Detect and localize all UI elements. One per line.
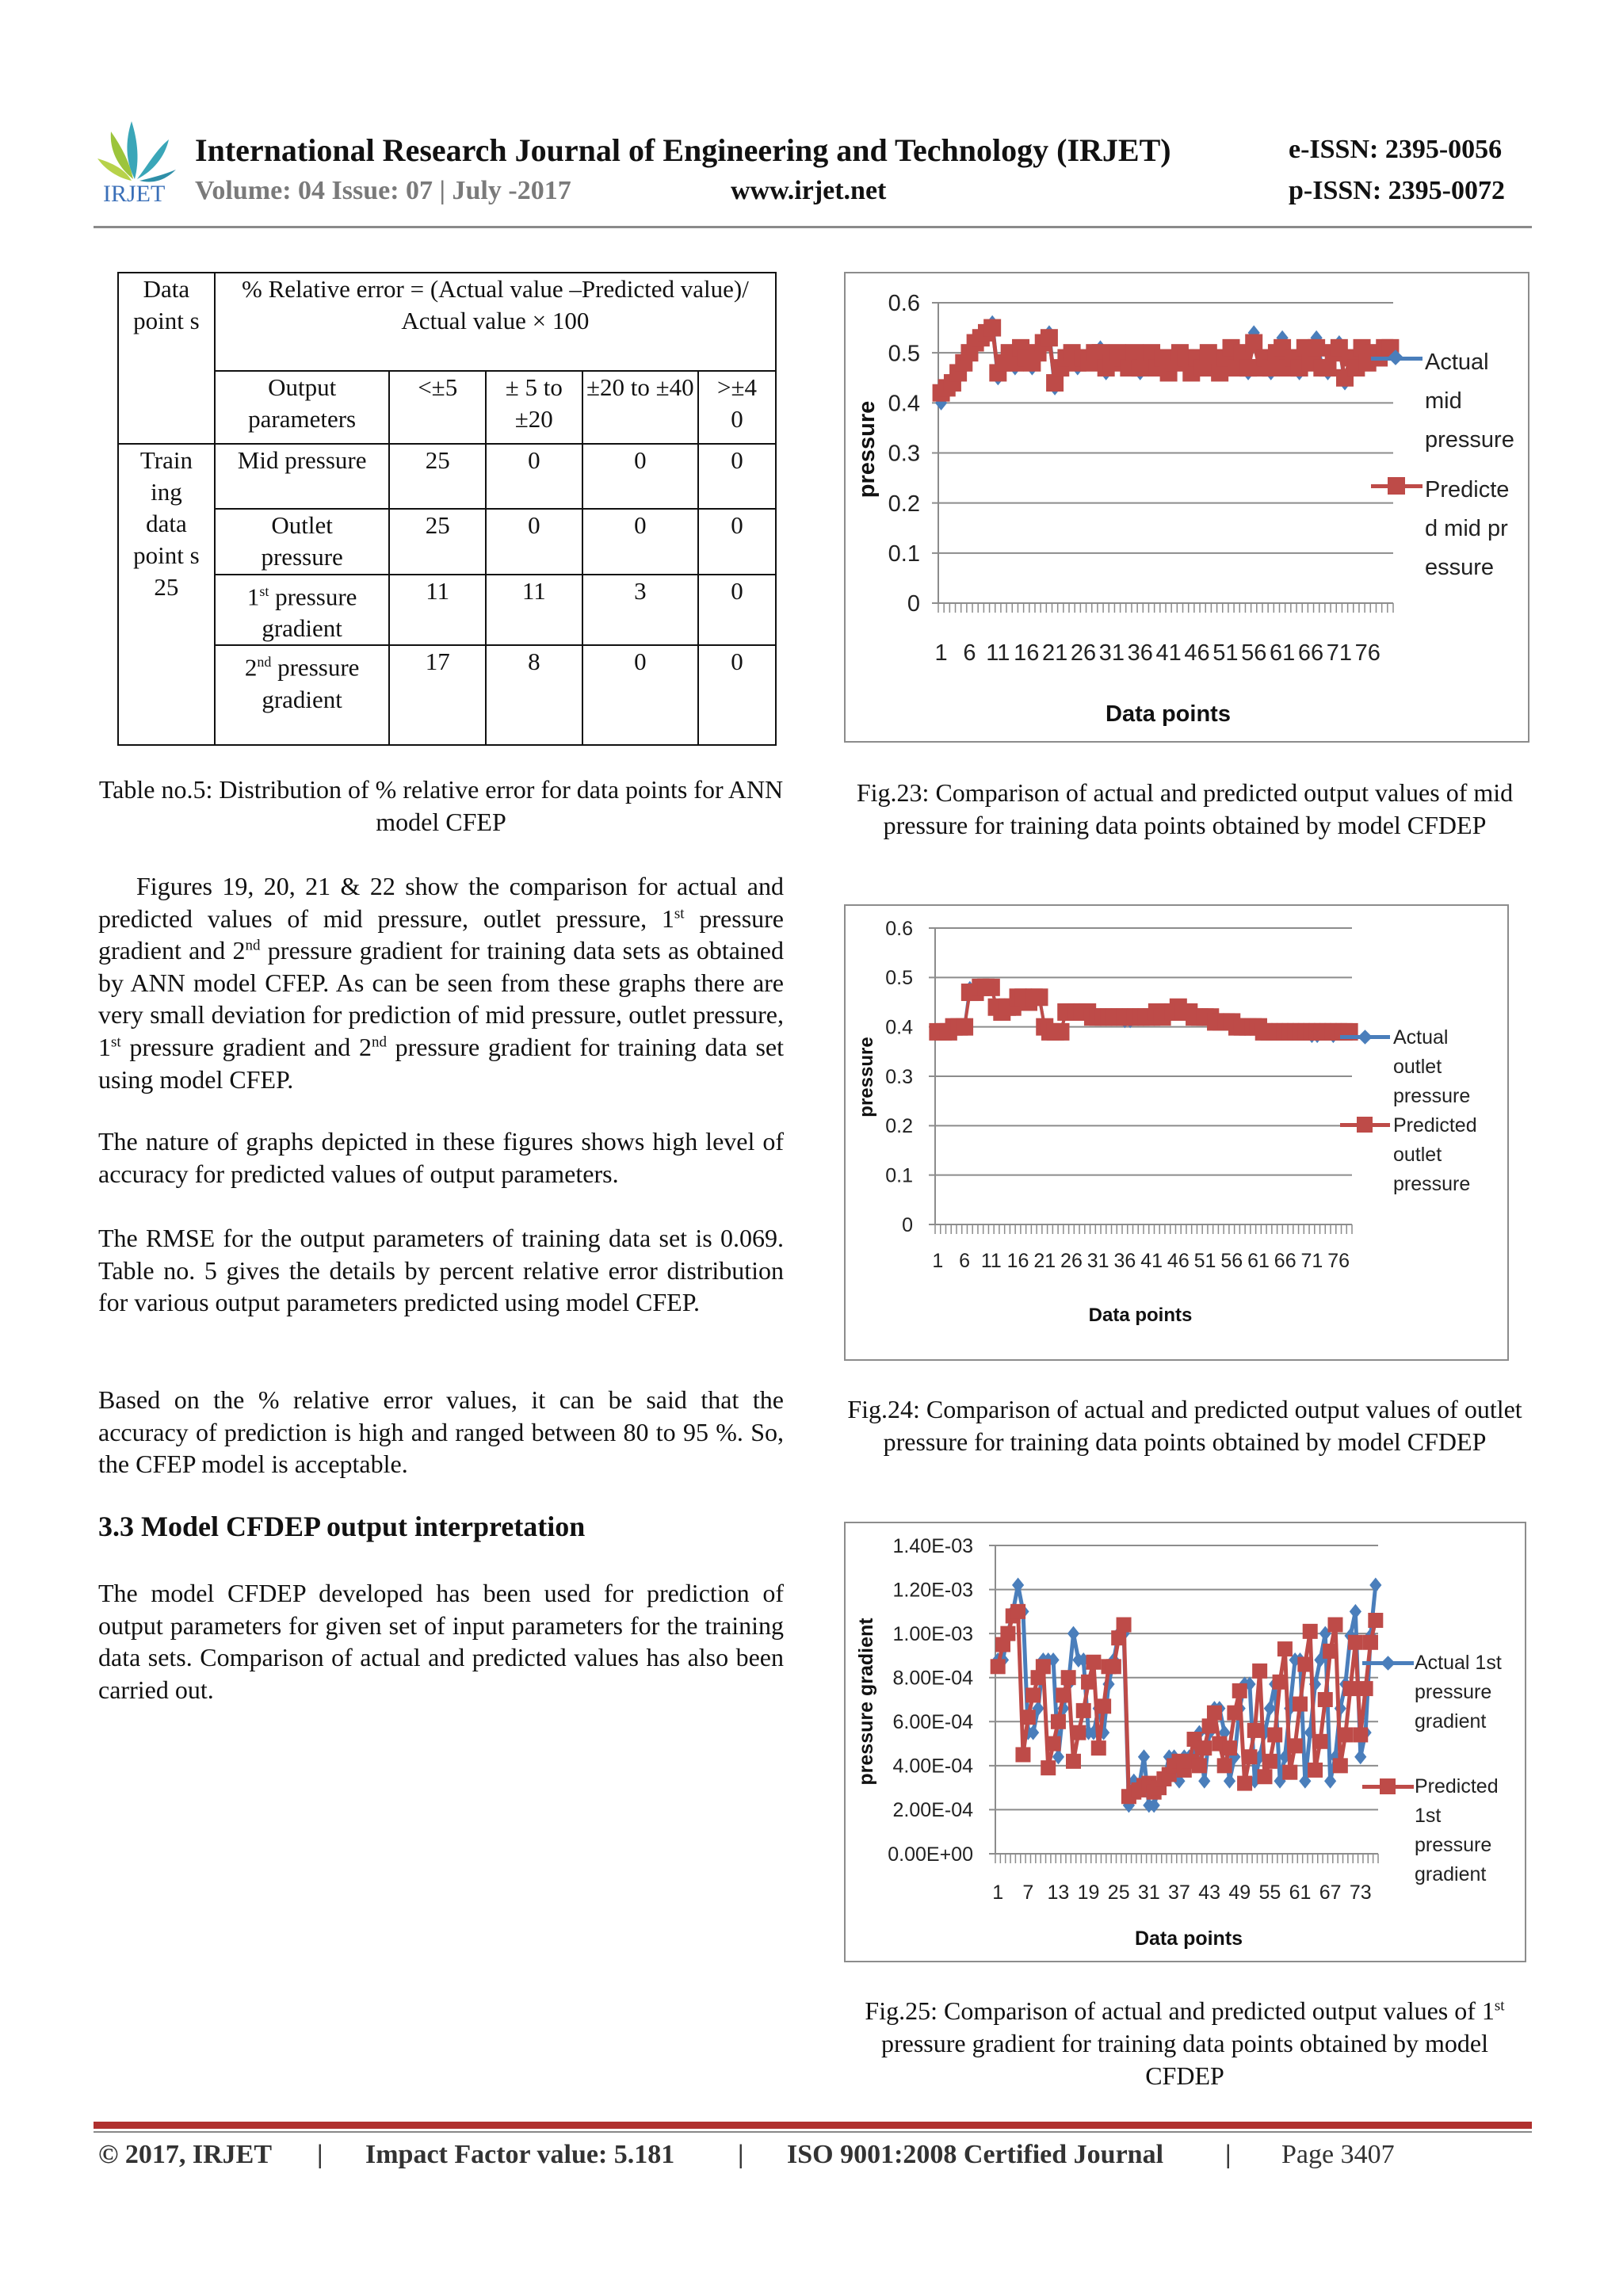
data-point-predicted <box>1056 1687 1071 1702</box>
x-tick-label: 73 <box>1349 1881 1372 1904</box>
data-point-actual <box>1324 1774 1336 1789</box>
table-row <box>118 509 776 575</box>
y-tick-label: 8.00E-04 <box>892 1667 973 1690</box>
data-point-actual <box>1224 1774 1235 1789</box>
chart-pressure-gradient <box>844 1522 1526 1962</box>
data-point-predicted <box>1237 1776 1252 1791</box>
x-tick-label: 6 <box>963 640 976 666</box>
data-point-predicted <box>1066 1754 1081 1769</box>
x-tick-label: 67 <box>1319 1881 1342 1904</box>
x-tick-label: 41 <box>1155 640 1182 666</box>
x-tick-label: 1 <box>934 640 948 666</box>
x-tick-label: 43 <box>1198 1881 1221 1904</box>
square-marker-icon <box>1388 477 1405 495</box>
y-axis-title: pressure <box>856 1037 877 1117</box>
value-cell: 0 <box>582 444 698 509</box>
data-point-predicted <box>1021 1710 1036 1725</box>
y-tick-label: 0.4 <box>888 391 920 417</box>
legend-predicted: Predicted 1st pressure gradient <box>1415 1775 1499 1885</box>
y-tick-label: 1.20E-03 <box>892 1579 973 1602</box>
value-cell: 0 <box>698 509 776 575</box>
legend-actual: Actual outlet pressure <box>1393 1026 1471 1107</box>
x-tick-label: 13 <box>1047 1881 1070 1904</box>
data-point-predicted <box>1319 359 1336 376</box>
value-cell: 0 <box>486 509 582 575</box>
text: Fig.25: Comparison of actual and predicted output values of 1 <box>865 1996 1495 2025</box>
param-label: Outlet pressure <box>261 511 343 571</box>
value-cell: 0 <box>698 645 776 745</box>
sup: nd <box>245 937 261 954</box>
data-point-predicted <box>1277 1641 1293 1656</box>
value-cell: 25 <box>389 509 486 575</box>
x-tick-label: 66 <box>1297 640 1324 666</box>
value-cell: 0 <box>486 444 582 509</box>
x-tick-label: 16 <box>1014 640 1040 666</box>
legend-actual: Actual mid pressure <box>1425 350 1514 453</box>
y-tick-label: 2.00E-04 <box>892 1799 973 1822</box>
fig25-caption <box>840 1995 1529 2092</box>
square-marker-icon <box>1357 1117 1373 1133</box>
x-tick-label: 1 <box>992 1881 1004 1904</box>
header-divider <box>94 226 1532 228</box>
data-point-predicted <box>1106 1659 1121 1674</box>
sup: st <box>111 1033 121 1051</box>
data-point-predicted <box>1348 1635 1363 1650</box>
x-tick-label: 61 <box>1247 1250 1270 1272</box>
data-point-actual <box>1354 1749 1366 1764</box>
data-point-predicted <box>956 1018 973 1036</box>
paragraph-accuracy: Based on the % relative error values, it can be said that the accuracy of prediction is high and ranged between 80 to 95 %. So, the CFEP model is acceptable. <box>98 1385 784 1479</box>
x-tick-label: 61 <box>1269 640 1296 666</box>
data-point-predicted <box>1363 1635 1378 1650</box>
data-point-predicted <box>1091 1740 1106 1755</box>
data-point-actual <box>1012 1578 1024 1593</box>
x-tick-label: 55 <box>1258 1881 1281 1904</box>
section-heading: 3.3 Model CFDEP output interpretation <box>98 1511 586 1542</box>
param-label: Mid pressure <box>237 446 367 474</box>
data-point-predicted <box>1051 1714 1066 1729</box>
data-point-predicted <box>1288 1738 1303 1753</box>
data-point-predicted <box>1273 1675 1288 1690</box>
data-point-predicted <box>991 1659 1006 1674</box>
volume-issue: Volume: 04 Issue: 07 | July -2017 <box>195 176 571 205</box>
row-group-training: Train ing data point s 25 <box>118 444 215 745</box>
data-point-predicted <box>1258 1769 1273 1784</box>
paragraph-rmse: The RMSE for the output parameters of training data set is 0.069. Table no. 5 gives the details by percent relative error distribution for various output parameters predicted using model CFEP. <box>98 1224 784 1317</box>
footer-divider <box>94 2122 1532 2129</box>
table-row <box>118 444 776 509</box>
data-point-predicted <box>1111 1630 1126 1645</box>
y-tick-label: 0.1 <box>888 541 920 567</box>
x-tick-label: 71 <box>1326 640 1352 666</box>
x-tick-label: 11 <box>986 640 1010 666</box>
data-point-predicted <box>1052 1023 1069 1041</box>
data-point-predicted <box>1227 1706 1242 1721</box>
paragraph-nature: The nature of graphs depicted in these figures shows high level of accuracy for predicted values of output parameters. <box>98 1127 784 1188</box>
data-point-predicted <box>1036 1659 1051 1674</box>
footer-page-number: Page 3407 <box>1281 2140 1395 2169</box>
data-point-predicted <box>1202 1718 1217 1733</box>
subheader-5-20: ± 5 to ±20 <box>486 371 582 444</box>
value-cell: 8 <box>486 645 582 745</box>
journal-title: International Research Journal of Engineering and Technology (IRJET) <box>195 132 1171 168</box>
data-point-predicted <box>1338 1727 1353 1742</box>
table-row <box>118 575 776 645</box>
footer-copyright: © 2017, IRJET <box>98 2140 273 2169</box>
data-point-predicted <box>1015 1747 1030 1762</box>
x-tick-label: 76 <box>1354 640 1381 666</box>
data-point-predicted <box>1312 1734 1327 1749</box>
param-cell <box>215 509 390 575</box>
data-point-predicted <box>1333 1758 1348 1773</box>
data-point-predicted <box>983 979 1000 996</box>
data-point-predicted <box>1207 1706 1222 1721</box>
data-point-predicted <box>1247 1723 1262 1738</box>
param-label: 1 <box>246 583 260 611</box>
table-caption: Table no.5: Distribution of % relative error for data points for ANN model CFEP <box>98 775 784 836</box>
data-point-predicted <box>1293 1697 1308 1712</box>
y-tick-label: 0.4 <box>885 1016 913 1039</box>
x-tick-label: 7 <box>1022 1881 1034 1904</box>
square-marker-icon <box>1380 1778 1396 1794</box>
x-tick-label: 71 <box>1300 1250 1323 1272</box>
sup: nd <box>371 1033 387 1051</box>
website-link[interactable]: www.irjet.net <box>731 176 887 205</box>
footer-separator: | <box>317 2140 323 2169</box>
param-label-rest: pressure gradient <box>262 653 360 713</box>
data-point-predicted <box>1267 1727 1282 1742</box>
x-tick-label: 21 <box>1041 640 1068 666</box>
data-point-predicted <box>1252 1664 1267 1679</box>
data-point-predicted <box>1368 1613 1383 1628</box>
y-tick-label: 0 <box>907 591 920 617</box>
fig23-caption: Fig.23: Comparison of actual and predicted output values of mid pressure for training data points obtained by model CFDEP <box>856 778 1514 839</box>
x-tick-label: 31 <box>1086 1250 1109 1272</box>
value-cell: 0 <box>582 509 698 575</box>
data-point-predicted <box>1308 1763 1323 1778</box>
data-point-predicted <box>1096 1698 1111 1713</box>
x-axis-title: Data points <box>1106 701 1231 727</box>
y-axis-title: pressure gradient <box>855 1618 877 1786</box>
legend-predicted: Predicted outlet pressure <box>1393 1114 1477 1195</box>
y-tick-label: 0.2 <box>888 491 920 517</box>
data-point-predicted <box>1245 334 1262 352</box>
data-point-predicted <box>1297 1657 1312 1672</box>
x-tick-label: 41 <box>1140 1250 1163 1272</box>
x-tick-label: 49 <box>1228 1881 1251 1904</box>
param-sup: st <box>259 583 269 599</box>
legend-actual: Actual 1st pressure gradient <box>1415 1652 1502 1733</box>
text: pressure gradient and 2 <box>120 1032 372 1061</box>
text: pressure gradient for training data sets as obtained by ANN model CFEP. As can be seen from these graphs there are very small deviation for prediction of mid pressure, outlet pressure, 1 <box>98 936 784 1061</box>
data-point-predicted <box>1061 1670 1076 1685</box>
data-point-predicted <box>1041 1760 1056 1775</box>
data-point-actual <box>1350 1604 1361 1619</box>
x-tick-label: 36 <box>1127 640 1153 666</box>
y-tick-label: 1.40E-03 <box>892 1534 973 1557</box>
data-point-predicted <box>1222 1740 1237 1755</box>
x-tick-label: 56 <box>1241 640 1267 666</box>
x-tick-label: 51 <box>1193 1250 1216 1272</box>
x-tick-label: 21 <box>1033 1250 1056 1272</box>
data-point-predicted <box>983 319 1001 337</box>
irjet-logo <box>94 117 181 214</box>
x-tick-label: 31 <box>1137 1881 1160 1904</box>
subheader-gt40: >±4 0 <box>698 371 776 444</box>
x-tick-label: 1 <box>932 1250 944 1272</box>
y-tick-label: 0.3 <box>885 1065 913 1088</box>
x-tick-label: 6 <box>959 1250 971 1272</box>
x-tick-label: 19 <box>1077 1881 1100 1904</box>
x-tick-label: 46 <box>1167 1250 1190 1272</box>
data-point-predicted <box>1318 1692 1333 1707</box>
chart-outlet-pressure <box>844 904 1509 1361</box>
chart-svg <box>846 1523 1525 1961</box>
data-point-predicted <box>1197 1740 1212 1755</box>
data-point-predicted <box>1323 1644 1338 1659</box>
x-tick-label: 25 <box>1107 1881 1130 1904</box>
data-point-predicted <box>1010 1604 1025 1619</box>
fig24-caption: Fig.24: Comparison of actual and predicted output values of outlet pressure for training data points obtained by model CFDEP <box>847 1395 1522 1456</box>
footer-iso: ISO 9001:2008 Certified Journal <box>787 2140 1164 2169</box>
subheader-output-parameters: Output parameters <box>215 371 390 444</box>
paragraph-figures <box>98 870 784 1095</box>
y-tick-label: 0.5 <box>888 341 920 367</box>
data-point-predicted <box>1242 1749 1257 1764</box>
param-cell <box>215 444 390 509</box>
value-cell: 0 <box>698 575 776 645</box>
data-point-predicted <box>1282 1765 1297 1780</box>
data-point-predicted <box>1192 1758 1207 1773</box>
x-tick-label: 46 <box>1184 640 1210 666</box>
eissn: e-ISSN: 2395-0056 <box>1289 135 1503 164</box>
y-tick-label: 0.6 <box>888 291 920 317</box>
y-tick-label: 0.3 <box>888 441 920 467</box>
text: pressure gradient and 2 <box>98 904 785 965</box>
data-point-actual <box>1067 1626 1079 1641</box>
footer-divider-thin <box>94 2131 1532 2133</box>
y-tick-label: 0.5 <box>885 967 913 990</box>
text: Figures 19, 20, 21 & 22 show the comparison for actual and predicted values of mid pressure, outlet pressure, 1 <box>98 872 784 933</box>
y-tick-label: 0 <box>902 1213 913 1236</box>
param-label: 2 <box>244 653 258 682</box>
data-point-predicted <box>1086 1655 1101 1670</box>
value-cell: 0 <box>582 645 698 745</box>
data-point-predicted <box>1217 1758 1232 1773</box>
data-point-predicted <box>1211 364 1228 381</box>
param-label-rest: pressure gradient <box>262 583 357 643</box>
x-tick-label: 11 <box>980 1250 1002 1272</box>
logo-text: IRJET <box>103 181 166 207</box>
y-tick-label: 0.1 <box>885 1164 913 1187</box>
data-point-predicted <box>1262 359 1280 376</box>
data-point-predicted <box>1117 1618 1132 1633</box>
text: pressure gradient for training data set using model CFEP. <box>98 1032 784 1094</box>
relative-error-table <box>117 272 777 746</box>
value-cell: 3 <box>582 575 698 645</box>
x-tick-label: 51 <box>1212 640 1239 666</box>
data-point-actual <box>1369 1578 1381 1593</box>
subheader-20-40: ±20 to ±40 <box>582 371 698 444</box>
data-point-predicted <box>1076 1703 1091 1718</box>
param-cell <box>215 645 390 745</box>
value-cell: 25 <box>389 444 486 509</box>
data-point-predicted <box>1000 1626 1015 1641</box>
data-point-predicted <box>1353 1727 1368 1742</box>
paragraph-cfdep: The model CFDEP developed has been used for prediction of output parameters for given set of input parameters for the training data sets. Comparison of actual and predicted values has also been carried out. <box>98 1579 784 1704</box>
data-point-actual <box>1198 1774 1210 1789</box>
x-axis-title: Data points <box>1134 1927 1243 1950</box>
x-tick-label: 37 <box>1168 1881 1190 1904</box>
table-row <box>118 645 776 745</box>
data-point-predicted <box>1041 329 1058 346</box>
data-point-predicted <box>1343 1681 1358 1696</box>
data-point-predicted <box>1081 1675 1096 1690</box>
data-point-predicted <box>1232 1683 1247 1698</box>
param-sup: nd <box>257 654 272 670</box>
subheader-lt5: <±5 <box>389 371 486 444</box>
x-tick-label: 26 <box>1060 1250 1083 1272</box>
y-axis-title: pressure <box>854 400 880 499</box>
x-tick-label: 31 <box>1098 640 1125 666</box>
data-point-predicted <box>1327 1618 1342 1633</box>
value-cell: 17 <box>389 645 486 745</box>
footer-separator: | <box>738 2140 744 2169</box>
data-point-predicted <box>1046 1736 1061 1752</box>
x-tick-label: 76 <box>1327 1250 1350 1272</box>
x-tick-label: 26 <box>1070 640 1097 666</box>
x-tick-label: 61 <box>1289 1881 1312 1904</box>
value-cell: 11 <box>389 575 486 645</box>
footer-impact-factor: Impact Factor value: 5.181 <box>365 2140 675 2169</box>
y-tick-label: 6.00E-04 <box>892 1711 973 1734</box>
y-tick-label: 0.6 <box>885 917 913 940</box>
y-tick-label: 1.00E-03 <box>892 1622 973 1645</box>
y-tick-label: 0.2 <box>885 1115 913 1138</box>
value-cell: 11 <box>486 575 582 645</box>
sup: st <box>674 904 685 922</box>
legend-predicted: Predicted mid pressure <box>1425 477 1510 580</box>
sup: st <box>1494 1997 1505 2015</box>
header-relative-error: % Relative error = (Actual value –Predicted value)/ Actual value × 100 <box>215 273 776 371</box>
x-axis-title: Data points <box>1088 1305 1193 1326</box>
x-tick-label: 16 <box>1006 1250 1029 1272</box>
x-tick-label: 66 <box>1274 1250 1296 1272</box>
data-point-predicted <box>1071 1725 1086 1740</box>
x-tick-label: 36 <box>1113 1250 1136 1272</box>
param-cell <box>215 575 390 645</box>
data-point-predicted <box>1262 1754 1277 1769</box>
x-tick-label: 56 <box>1220 1250 1243 1272</box>
header-data-points: Data point s <box>118 273 215 444</box>
data-point-predicted <box>1358 1681 1373 1696</box>
pissn: p-ISSN: 2395-0072 <box>1289 176 1505 205</box>
value-cell: 0 <box>698 444 776 509</box>
y-tick-label: 4.00E-04 <box>892 1755 973 1778</box>
chart-mid-pressure <box>844 272 1529 743</box>
data-point-predicted <box>1031 988 1048 1006</box>
text: pressure gradient for training data points obtained by model CFDEP <box>880 2029 1488 2090</box>
data-point-actual <box>1138 1749 1150 1764</box>
data-point-predicted <box>1025 1687 1041 1702</box>
data-point-predicted <box>1046 374 1064 392</box>
data-point-predicted <box>1303 1624 1318 1639</box>
data-point-predicted <box>1308 339 1325 357</box>
y-tick-label: 0.00E+00 <box>888 1843 973 1866</box>
footer-separator: | <box>1225 2140 1232 2169</box>
